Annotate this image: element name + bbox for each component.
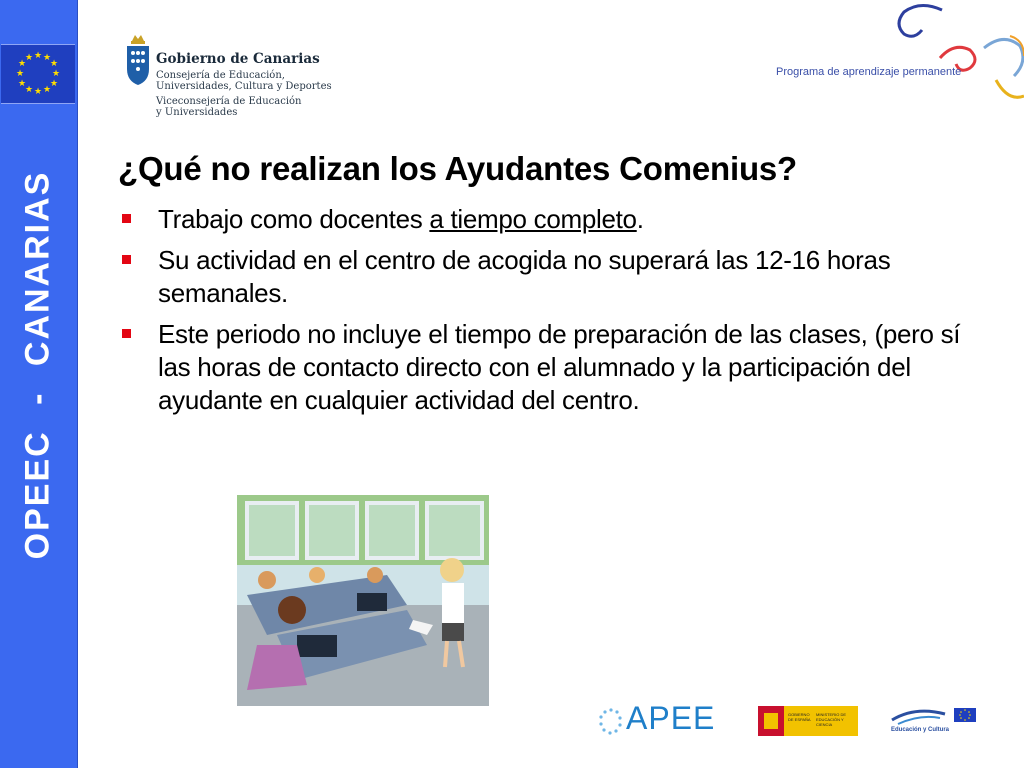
svg-text:★: ★ xyxy=(24,85,34,95)
lifelong-learning-swirl-icon xyxy=(880,0,1024,110)
eu-flag-icon xyxy=(1,44,75,104)
program-label: Programa de aprendizaje permanente xyxy=(776,66,962,78)
bullet-list xyxy=(118,203,988,425)
classroom-illustration xyxy=(237,495,489,706)
edu-label: Educación y Cultura xyxy=(891,727,950,733)
bullet-text: Su actividad en el centro de acogida no superará las 12-16 horas semanales. xyxy=(158,245,891,308)
svg-text:★: ★ xyxy=(42,53,52,63)
bullet-square-icon xyxy=(122,329,131,338)
sidebar xyxy=(0,0,78,768)
apee-logo-text: APEE xyxy=(626,700,716,736)
svg-text:★: ★ xyxy=(15,69,25,79)
bullet-square-icon xyxy=(122,255,131,264)
list-item xyxy=(118,318,988,417)
ministry-name-text: MINISTERIO DE EDUCACIÓN Y CIENCIA xyxy=(816,712,847,727)
ministry-gobierno-text: GOBIERNO DE ESPAÑA xyxy=(788,712,811,722)
bullet-text: . xyxy=(636,204,644,234)
bullet-square-icon xyxy=(122,214,131,223)
svg-text:★: ★ xyxy=(24,53,34,63)
bullet-text: Trabajo como docentes xyxy=(158,204,430,234)
gov-logo-line: Consejería de Educación, xyxy=(156,70,285,81)
bullet-underlined-text: a tiempo completo xyxy=(429,204,637,234)
apee-logo-icon xyxy=(596,700,626,740)
svg-text:★: ★ xyxy=(33,87,43,97)
svg-text:★: ★ xyxy=(51,69,61,79)
gov-logo-line: Universidades, Cultura y Deportes xyxy=(156,81,332,92)
gobierno-canarias-logo xyxy=(122,33,352,125)
svg-text:★: ★ xyxy=(49,59,59,69)
svg-text:★: ★ xyxy=(42,85,52,95)
svg-text:★: ★ xyxy=(49,79,59,89)
educacion-cultura-logo-icon xyxy=(890,700,978,740)
slide-title: ¿Qué no realizan los Ayudantes Comenius? xyxy=(118,150,798,187)
sidebar-vertical-title: OPEEC - CANARIAS xyxy=(18,170,57,560)
list-item xyxy=(118,244,988,310)
svg-text:★: ★ xyxy=(17,79,27,89)
bullet-text: Este periodo no incluye el tiempo de preparación de las clases, (pero sí las horas de contacto directo con el alumnado y la participación del ayudante en cualquier actividad del centro. xyxy=(158,319,961,415)
gov-logo-line: y Universidades xyxy=(156,107,238,118)
ministry-logo xyxy=(758,706,858,736)
list-item xyxy=(118,203,988,236)
svg-text:★: ★ xyxy=(33,51,43,61)
coat-of-arms-icon xyxy=(122,33,154,93)
gov-logo-line: Viceconsejería de Educación xyxy=(156,96,302,107)
gov-logo-title: Gobierno de Canarias xyxy=(156,51,320,67)
svg-text:★: ★ xyxy=(17,59,27,69)
